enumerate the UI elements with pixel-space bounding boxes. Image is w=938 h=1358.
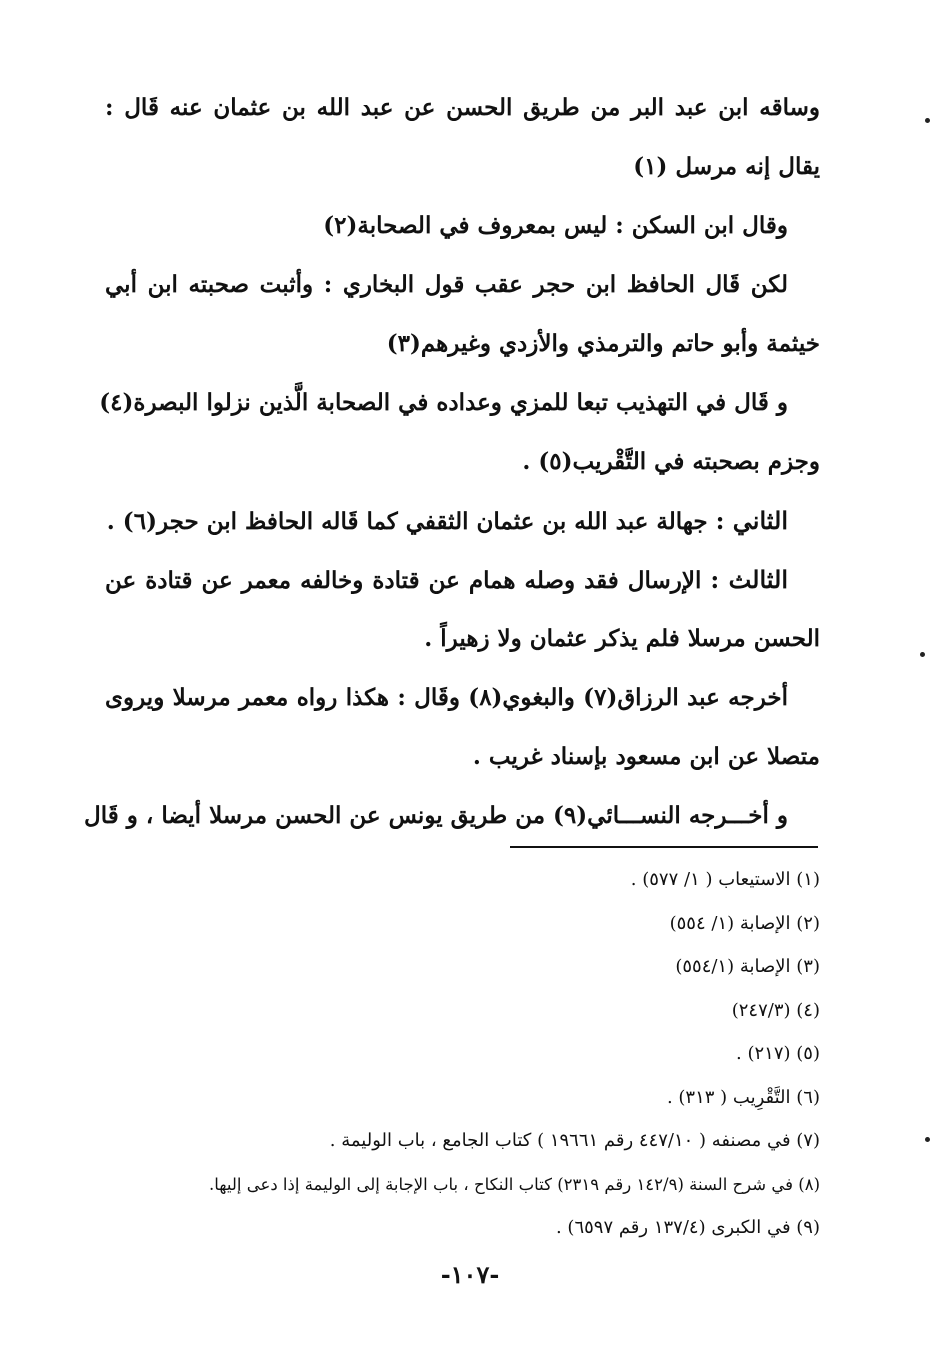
- footnote-separator: [510, 846, 818, 848]
- text-line-11: أخرجه عبد الرزاق(٧) والبغوي(٨) وقَال : هكذا رواه معمر مرسلا ويروى: [105, 684, 788, 711]
- scan-speck: [925, 118, 930, 123]
- footnote-5: (٥) (٢١٧) .: [736, 1043, 820, 1064]
- text-line-8-content: جهالة عبد الله بن عثمان الثقفي كما قَاله الحافظ ابن حجر(٦) .: [106, 508, 708, 535]
- footnote-1: (١) الاستيعاب ( ١/ ٥٧٧) .: [630, 869, 820, 890]
- text-line-1: وساقه ابن عبد البر من طريق الحسن عن عبد الله بن عثمان عنه قَال :: [105, 94, 820, 121]
- footnote-3: (٣) الإصابة (٥٥٤/١): [675, 956, 820, 977]
- text-line-6: و قَال في التهذيب تبعا للمزي وعداده في الصحابة الَّذين نزلوا البصرة(٤): [99, 389, 788, 416]
- scan-speck: [925, 1137, 930, 1142]
- label-second: الثاني :: [715, 506, 788, 535]
- main-text: [84, 78, 820, 845]
- text-line-7: وجزم بصحبته في التَّقْريب(٥) .: [522, 448, 820, 475]
- text-line-9-content: الإرسال فقد وصله همام عن قتادة وخالفه معمر عن قتادة عن: [105, 567, 702, 594]
- footnote-7: (٧) في مصنفه ( ٤٤٧/١٠ رقم ١٩٦٦١ ) كتاب الجامع ، باب الوليمة .: [329, 1130, 820, 1151]
- text-line-5: خيثمة وأبو حاتم والترمذي والأزدي وغيرهم(٣): [386, 330, 820, 357]
- footnote-4: (٤) (٢٤٧/٣): [731, 999, 820, 1021]
- footnote-8: (٨) في شرح السنة (١٤٢/٩ رقم ٢٣١٩) كتاب النكاح ، باب الإجابة إلى الوليمة إذا دعى إليها.: [209, 1174, 820, 1194]
- footnote-6: (٦) التَّقْرِيب ( ٣١٣) .: [666, 1086, 820, 1108]
- text-line-8: [105, 491, 820, 550]
- label-third: الثالث :: [710, 565, 788, 594]
- text-line-12: متصلا عن ابن مسعود بإسناد غريب .: [472, 743, 820, 770]
- footnotes: [160, 858, 820, 1250]
- text-line-9: [105, 550, 820, 609]
- footnote-2: (٢) الإصابة (١/ ٥٥٤): [669, 912, 820, 934]
- text-line-13: و أخـــرجه النســـائي(٩) من طريق يونس عن الحسن مرسلا أيضا ، و قَال: [84, 802, 788, 829]
- page-number: -١٠٧-: [440, 1260, 500, 1289]
- scan-speck: [920, 652, 925, 657]
- text-line-2: يقال إنه مرسل (١): [633, 153, 820, 180]
- footnote-9: (٩) في الكبرى (١٣٧/٤ رقم ٦٥٩٧) .: [555, 1217, 820, 1238]
- text-line-10: الحسن مرسلا فلم يذكر عثمان ولا زهيراً .: [424, 625, 820, 652]
- text-line-3: وقال ابن السكن : ليس بمعروف في الصحابة(٢): [323, 212, 788, 239]
- text-line-4: لكن قَال الحافظ ابن حجر عقب قول البخاري : وأثبت صحبته ابن أبي: [105, 271, 788, 298]
